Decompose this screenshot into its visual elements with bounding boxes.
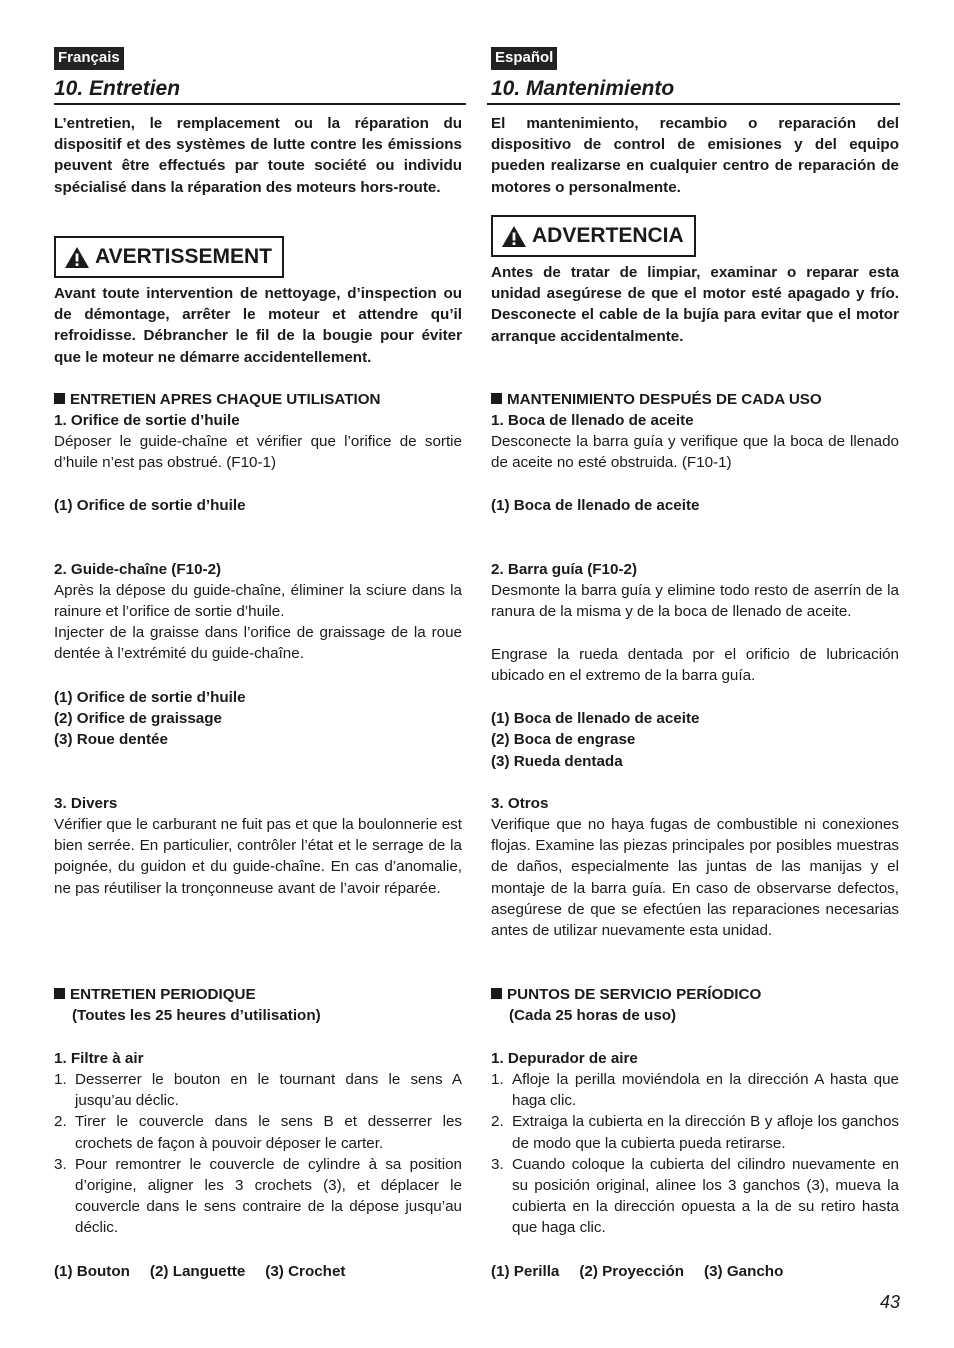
step2-text-2: Engrase la rueda dentada por el orificio de lubricación ubicado en el extremo de la barra guía. (491, 646, 899, 685)
periodic-step-list (54, 1069, 462, 1239)
warning-label: ADVERTENCIA (532, 224, 684, 247)
step2-legend-1: (1) Boca de llenado de aceite (491, 710, 700, 727)
warning-box (54, 236, 284, 278)
language-tag: Français (54, 47, 124, 70)
step3-title: 3. Otros (491, 795, 549, 812)
step2-legend-1: (1) Orifice de sortie d’huile (54, 689, 246, 706)
legend-item: (2) Proyección (579, 1263, 685, 1280)
step3-title: 3. Divers (54, 795, 118, 812)
list-item: 3. Cuando coloque la cubierta del cilindro nuevamente en su posición original, alinee los 3 ganchos (3), mueva la cubierta en la dirección opuesta a la de su retiro hasta que haga clic. (491, 1155, 899, 1237)
step3-text: Verifique que no haya fugas de combustible ni conexiones flojas. Examine las piezas principales por posibles muestras de daños, especialmente las juntas de las manijas y el montaje de la barra guía. En caso de observarse defectos, asegúrese de que se efectúen las reparaciones necesarias antes de utilizar nuevamente esta unidad. (491, 816, 899, 940)
legend-item: (1) Perilla (491, 1263, 560, 1280)
step2-legend-2: (2) Boca de engrase (491, 731, 636, 748)
title-rule (54, 103, 466, 105)
step1-legend: (1) Orifice de sortie d’huile (54, 497, 246, 514)
list-item: 1. Desserrer le bouton en le tournant dans le sens A jusqu’au déclic. (54, 1071, 462, 1110)
list-item: 1. Afloje la perilla moviéndola en la dirección A hasta que haga clic. (491, 1071, 899, 1110)
list-item: 3. Pour remontrer le couvercle de cylindre à sa position d’origine, aligner les 3 crochets (3), et déplacer le couvercle dans le sens contraire de la dépose jusqu’au déclic. (54, 1155, 462, 1237)
periodic-step1-title: 1. Depurador de aire (491, 1050, 638, 1067)
step1-legend: (1) Boca de llenado de aceite (491, 497, 700, 514)
list-item: 2. Tirer le couvercle dans le sens B et desserrer les crochets de façon à pouvoir déposer le carter. (54, 1113, 462, 1152)
section-title: 10. Mantenimiento (491, 77, 675, 100)
warning-box (491, 215, 696, 257)
legend-item: (2) Languette (149, 1263, 246, 1280)
periodic-heading: ENTRETIEN PERIODIQUE (54, 984, 462, 1005)
step2-text: Desmonte la barra guía y elimine todo resto de aserrín de la ranura de la misma y de la boca de llenado de aceite. (491, 582, 899, 621)
step2-legend-3: (3) Rueda dentada (491, 753, 623, 770)
step1-text: Déposer le guide-chaîne et vérifier que l’orifice de sortie d’huile n’est pas obstrué. (F10-1) (54, 433, 462, 472)
periodic-step-list (491, 1069, 899, 1239)
step2-title: 2. Barra guía (F10-2) (491, 561, 638, 578)
intro-text: L’entretien, le remplacement ou la réparation du dispositif et des systèmes de lutte contre les émissions peuvent être effectués par toute société ou individu spécialisé dans la réparation des moteurs hors-route. (54, 115, 462, 196)
step2-text: Après la dépose du guide-chaîne, éliminer la sciure dans la rainure et l’orifice de sortie d’huile. (54, 582, 462, 621)
warning-label: AVERTISSEMENT (95, 245, 272, 268)
language-tag: Español (491, 47, 557, 70)
after-use-heading: MANTENIMIENTO DESPUÉS DE CADA USO (491, 389, 899, 410)
periodic-subheading: (Cada 25 horas de uso) (509, 1007, 677, 1024)
periodic-legend (491, 1261, 803, 1282)
bullet-square-icon (491, 393, 502, 404)
step3-text: Vérifier que le carburant ne fuit pas et que la boulonnerie est bien serrée. En particulier, contrôler l’état et le serrage de la poignée, du guidon et du guide-chaîne. En cas d’anomalie, ne pas réutiliser la tronçonneuse avant de l’avoir réparée. (54, 816, 462, 897)
step2-text-2: Injecter de la graisse dans l’orifice de graissage de la roue dentée à l’extrémité du guide-chaîne. (54, 624, 462, 663)
warning-icon (501, 225, 527, 248)
step2-legend-3: (3) Roue dentée (54, 731, 168, 748)
section-title: 10. Entretien (54, 77, 181, 100)
title-rule (487, 103, 900, 105)
legend-item: (3) Crochet (265, 1263, 346, 1280)
warning-text: Antes de tratar de limpiar, examinar o reparar esta unidad asegúrese de que el motor esté apagado y frío. Desconecte el cable de la bujía para evitar que el motor arranque accidentalmente. (491, 264, 899, 345)
bullet-square-icon (491, 988, 502, 999)
step1-title: 1. Boca de llenado de aceite (491, 412, 694, 429)
legend-item: (1) Bouton (54, 1263, 130, 1280)
periodic-step1-title: 1. Filtre à air (54, 1050, 144, 1067)
warning-text: Avant toute intervention de nettoyage, d’inspection ou de démontage, arrêter le moteur et attendre qu’il refroidisse. Débrancher le fil de la bougie pour éviter que le moteur ne démarre accidentellement. (54, 285, 462, 366)
after-use-heading: ENTRETIEN APRES CHAQUE UTILISATION (54, 389, 462, 410)
step2-title: 2. Guide-chaîne (F10-2) (54, 561, 222, 578)
step2-legend-2: (2) Orifice de graissage (54, 710, 222, 727)
periodic-subheading: (Toutes les 25 heures d’utilisation) (72, 1007, 321, 1024)
bullet-square-icon (54, 393, 65, 404)
warning-icon (64, 246, 90, 269)
step1-text: Desconecte la barra guía y verifique que la boca de llenado de aceite no esté obstruida. (F10-1) (491, 433, 899, 472)
legend-item: (3) Gancho (704, 1263, 784, 1280)
page-number: 43 (879, 1292, 900, 1312)
periodic-heading: PUNTOS DE SERVICIO PERÍODICO (491, 984, 899, 1005)
periodic-legend (54, 1261, 365, 1282)
intro-text: El mantenimiento, recambio o reparación del dispositivo de control de emisiones y del equipo pueden realizarse en cualquier centro de reparación de motores o personalmente. (491, 115, 899, 196)
list-item: 2. Extraiga la cubierta en la dirección B y afloje los ganchos de modo que la cubierta pueda retirarse. (491, 1113, 899, 1152)
step1-title: 1. Orifice de sortie d’huile (54, 412, 240, 429)
bullet-square-icon (54, 988, 65, 999)
